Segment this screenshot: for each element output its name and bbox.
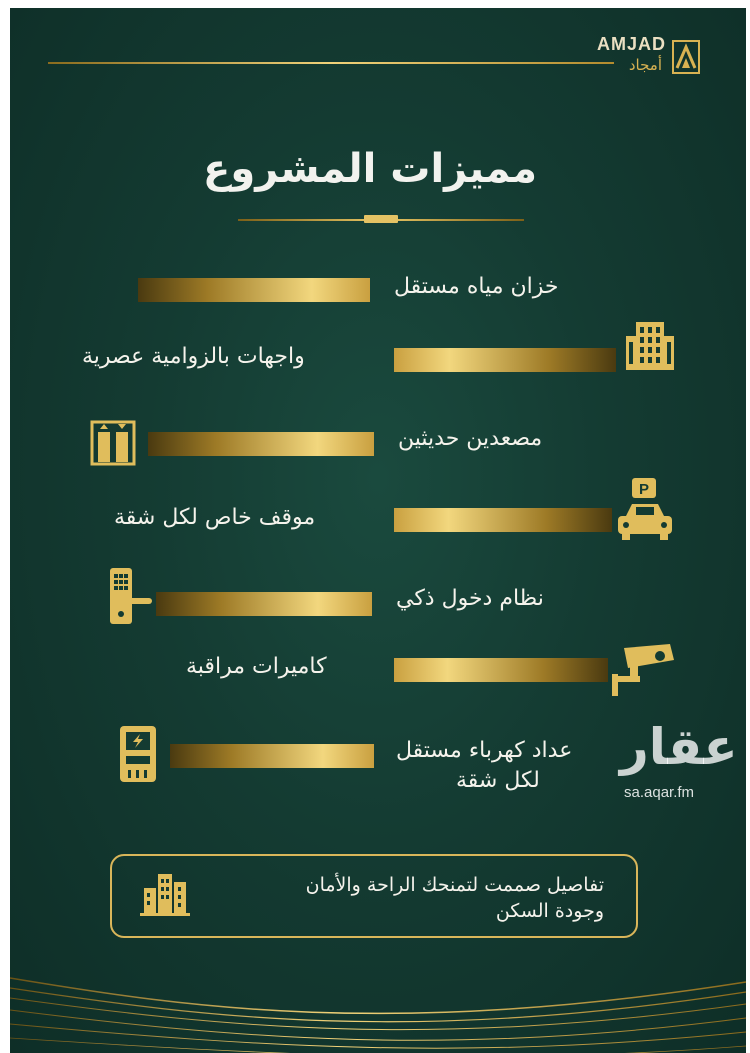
feature-label-meter-line1: عداد كهرباء مستقل (396, 738, 573, 763)
feature-bar (170, 744, 374, 768)
electric-meter-icon (118, 724, 158, 788)
parking-car-icon (612, 476, 678, 546)
header-gold-line (48, 62, 614, 64)
feature-bar (156, 592, 372, 616)
feature-label-smart-entry: نظام دخول ذكي (396, 586, 544, 611)
feature-label-parking: موقف خاص لكل شقة (114, 505, 316, 530)
title-divider-mark (364, 215, 398, 223)
brand-logo-icon (672, 40, 700, 74)
feature-label-elevators: مصعدين حديثين (398, 426, 543, 451)
feature-label-cameras: كاميرات مراقبة (186, 654, 327, 679)
feature-bar (394, 348, 616, 372)
brand-latin: AMJAD (596, 34, 666, 54)
svg-text:P: P (638, 481, 650, 498)
gold-waves-decoration (10, 948, 746, 1053)
feature-label-meter-line2: لكل شقة (456, 768, 540, 793)
watermark-arabic: عقار (620, 718, 738, 776)
poster (10, 8, 746, 1053)
footer-text (200, 872, 604, 924)
feature-bar (148, 432, 374, 456)
elevator-icon (90, 420, 136, 470)
smart-lock-icon (108, 566, 154, 630)
brand-arabic: أمجاد (628, 56, 662, 74)
feature-bar (394, 658, 608, 682)
buildings-icon (140, 870, 190, 920)
feature-label-facades: واجهات بالزوامية عصرية (82, 344, 305, 369)
feature-bar (138, 278, 370, 302)
feature-label-water-tank: خزان مياه مستقل (394, 274, 559, 299)
feature-bar (394, 508, 612, 532)
watermark-url: sa.aqar.fm (624, 784, 695, 801)
security-camera-icon (608, 638, 678, 702)
footer-line-2: وجودة السكن (495, 900, 604, 922)
footer-line-1: تفاصيل صممت لتمنحك الراحة والأمان (305, 874, 604, 896)
page-title: مميزات المشروع (203, 146, 537, 192)
building-icon (622, 318, 678, 378)
